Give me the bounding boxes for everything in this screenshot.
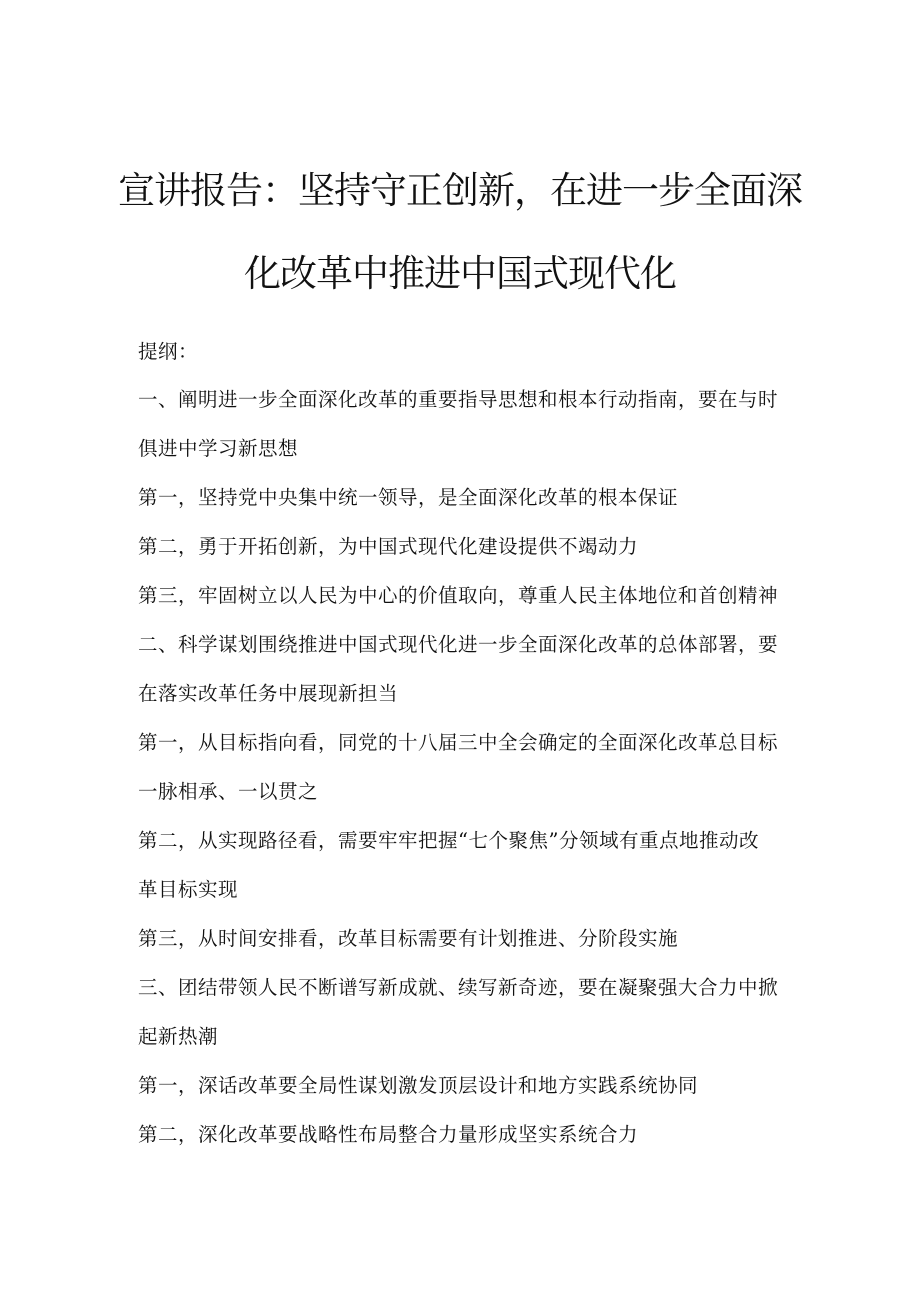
outline-item: 第三，从时间安排看，改革目标需要有计划推进、分阶段实施 bbox=[138, 927, 679, 950]
outline-section-2-line-1: 二、科学谋划围绕推进中国式现代化进一步全面深化改革的总体部署，要 bbox=[138, 633, 779, 656]
outline-item: 第二，从实现路径看，需要牢牢把握“七个聚焦”分领域有重点地推动改 bbox=[138, 829, 759, 852]
outline-section-1-line-2: 俱进中学习新思想 bbox=[138, 437, 299, 460]
document-title-line-1: 宣讲报告：坚持守正创新，在进一步全面深 bbox=[118, 169, 802, 212]
outline-item: 第一，坚持党中央集中统一领导，是全面深化改革的根本保证 bbox=[138, 486, 679, 509]
outline-item: 第一，从目标指向看，同党的十八届三中全会确定的全面深化改革总目标 bbox=[138, 731, 779, 754]
outline-section-1-line-1: 一、阐明进一步全面深化改革的重要指导思想和根本行动指南，要在与时 bbox=[138, 388, 779, 411]
outline-label: 提纲： bbox=[138, 340, 199, 363]
outline-section-2-line-2: 在落实改革任务中展现新担当 bbox=[138, 682, 399, 705]
outline-item: 第二，深化改革要战略性布局整合力量形成坚实系统合力 bbox=[138, 1123, 639, 1146]
outline-item: 第三，牢固树立以人民为中心的价值取向，尊重人民主体地位和首创精神 bbox=[138, 584, 779, 607]
document-title-line-2: 化改革中推进中国式现代化 bbox=[244, 252, 676, 295]
outline-item-continuation: 革目标实现 bbox=[138, 878, 239, 901]
outline-item: 第一，深话改革要全局性谋划激发顶层设计和地方实践系统协同 bbox=[138, 1074, 699, 1097]
outline-item-continuation: 一脉相承、一以贯之 bbox=[138, 780, 319, 803]
outline-item: 第二，勇于开拓创新，为中国式现代化建设提供不竭动力 bbox=[138, 535, 639, 558]
outline-section-3-line-2: 起新热潮 bbox=[138, 1025, 219, 1048]
outline-section-3-line-1: 三、团结带领人民不断谱写新成就、续写新奇迹，要在凝聚强大合力中掀 bbox=[138, 976, 779, 999]
